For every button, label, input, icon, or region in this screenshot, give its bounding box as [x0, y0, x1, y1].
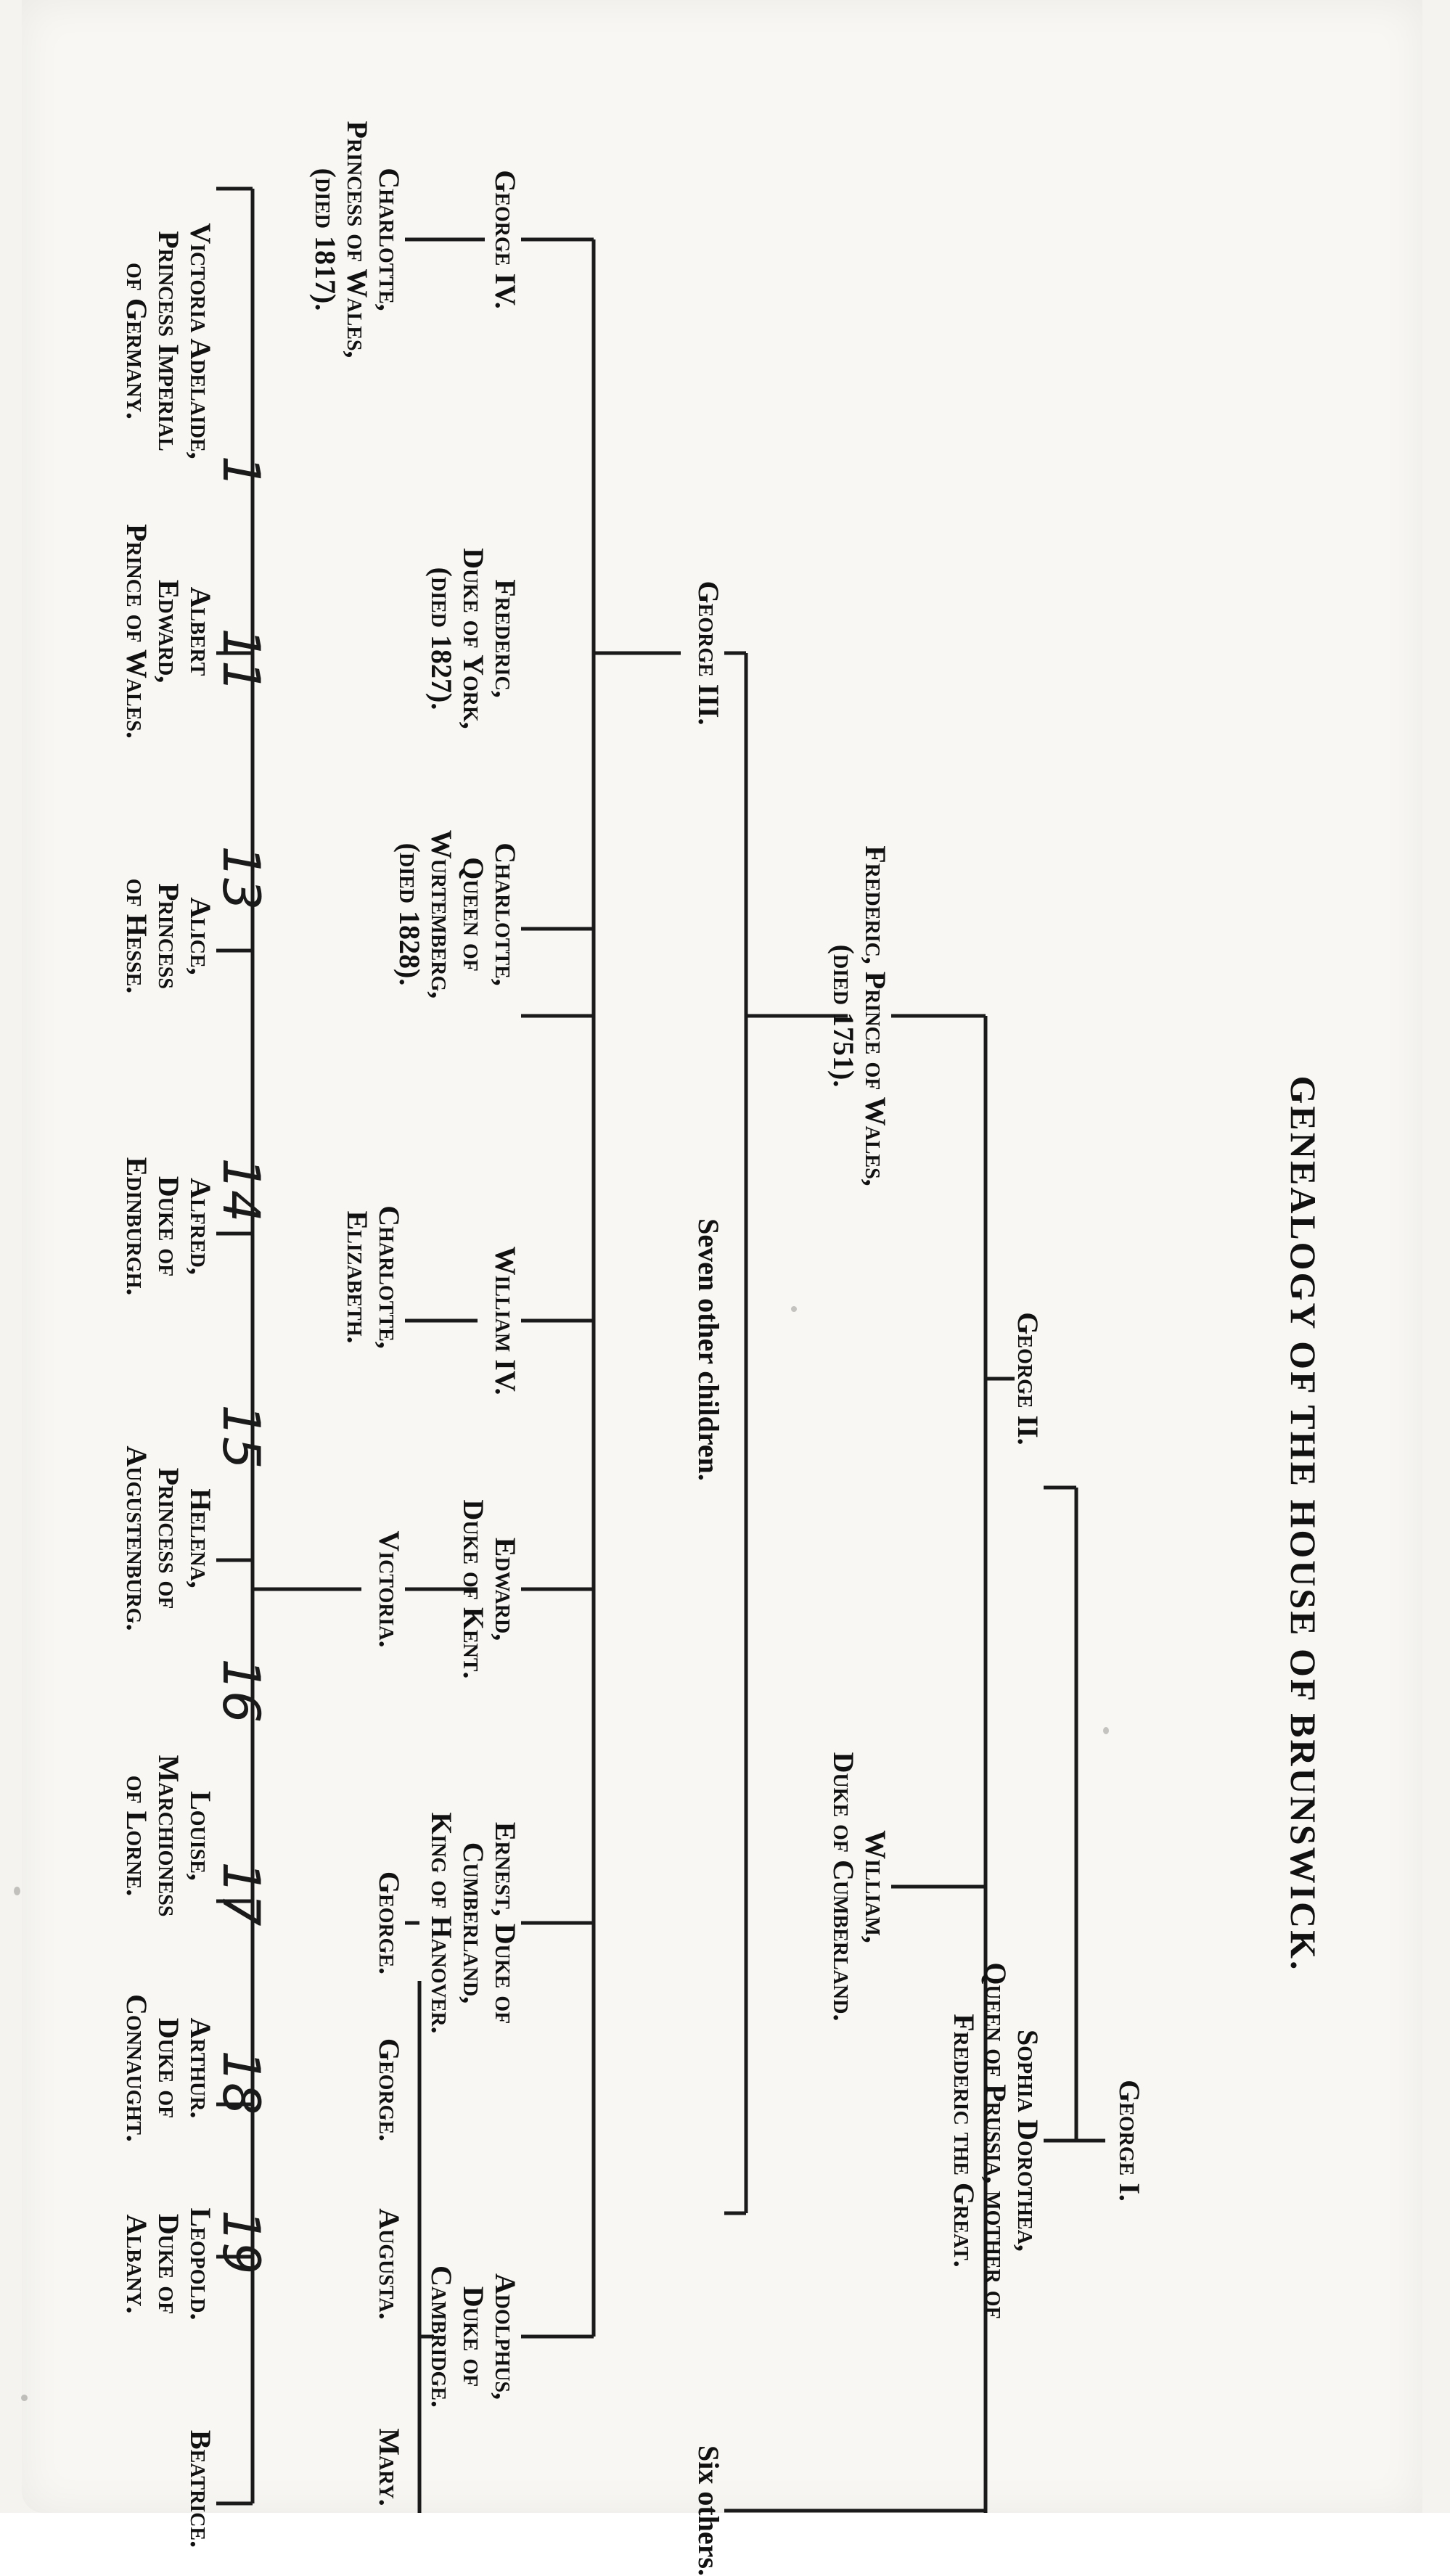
handwritten-mark: 17: [211, 1861, 271, 1927]
node-beatrice: Beatrice.: [184, 2429, 217, 2548]
node-alfred: Alfred, Duke of Edinburgh.: [120, 1157, 217, 1296]
node-george-cambridge: George.: [373, 2038, 406, 2142]
node-george-i: George I.: [1113, 2080, 1146, 2202]
node-charlotte-elizabeth: Charlotte, Elizabeth.: [341, 1205, 406, 1349]
node-charlotte-wurtemberg: Charlotte, Queen of Wurtemberg, (died 1828).: [393, 829, 522, 999]
node-frederic-duke-of-york: Frederic, Duke of York, (died 1827).: [425, 548, 522, 729]
node-mary: Mary.: [373, 2428, 406, 2506]
node-victoria-adelaide: Victoria Adelaide, Princess Imperial of Germany.: [120, 223, 217, 459]
node-adolphus-cambridge: Adolphus, Duke of Cambridge.: [425, 2265, 522, 2408]
paper-speck: [21, 2395, 28, 2401]
node-six-others: Six others.: [692, 2445, 725, 2576]
node-helena: Helena, Princess of Augustenburg.: [120, 1445, 217, 1631]
handwritten-mark: 16: [211, 1658, 271, 1723]
node-alice: Alice, Princess of Hesse.: [120, 878, 217, 994]
paper-speck: [791, 1306, 797, 1312]
node-arthur: Arthur. Duke of Connaught.: [120, 1994, 217, 2142]
chart-title: GENEALOGY OF THE HOUSE OF BRUNSWICK.: [1283, 1075, 1324, 1972]
node-william-iv: William IV.: [489, 1246, 522, 1395]
handwritten-mark: 14: [211, 1157, 271, 1223]
node-ernest-king-of-hanover: Ernest, Duke of Cumberland, King of Hanover.: [425, 1812, 522, 2034]
node-leopold: Leopold. Duke of Albany.: [120, 2207, 217, 2321]
node-frederic-prince-of-wales: Frederic, Prince of Wales, (died 1751).: [827, 845, 892, 1186]
node-augusta: Augusta.: [373, 2208, 406, 2320]
handwritten-mark: 15: [211, 1404, 271, 1469]
handwritten-mark: 19: [211, 2210, 271, 2275]
handwritten-mark: 11: [211, 628, 271, 693]
paper-speck: [1103, 1727, 1109, 1734]
node-george-hanover: George.: [373, 1871, 406, 1975]
node-seven-other-children: Seven other children.: [692, 1218, 725, 1481]
handwritten-mark: 18: [211, 2050, 271, 2115]
node-albert-edward: Albert Edward, Prince of Wales.: [120, 524, 217, 739]
handwritten-mark: 13: [211, 845, 271, 911]
node-william-cumberland: William, Duke of Cumberland.: [827, 1752, 892, 2022]
node-victoria: Victoria.: [373, 1530, 406, 1648]
node-george-ii: George II.: [1012, 1312, 1044, 1445]
node-george-iv: George IV.: [489, 170, 522, 309]
node-charlotte-princess-of-wales: Charlotte, Princess of Wales, (died 1817).: [309, 120, 406, 358]
paper-speck: [14, 1887, 20, 1895]
handwritten-mark: 1: [211, 455, 271, 488]
node-edward-duke-of-kent: Edward, Duke of Kent.: [457, 1499, 522, 1679]
node-sophia-dorothea: Sophia Dorothea, Queen of Prussia, mother of Frederic the Great.: [948, 1962, 1044, 2319]
node-louise: Louise, Marchioness of Lorne.: [120, 1755, 217, 1917]
node-george-iii: George III.: [692, 581, 725, 726]
